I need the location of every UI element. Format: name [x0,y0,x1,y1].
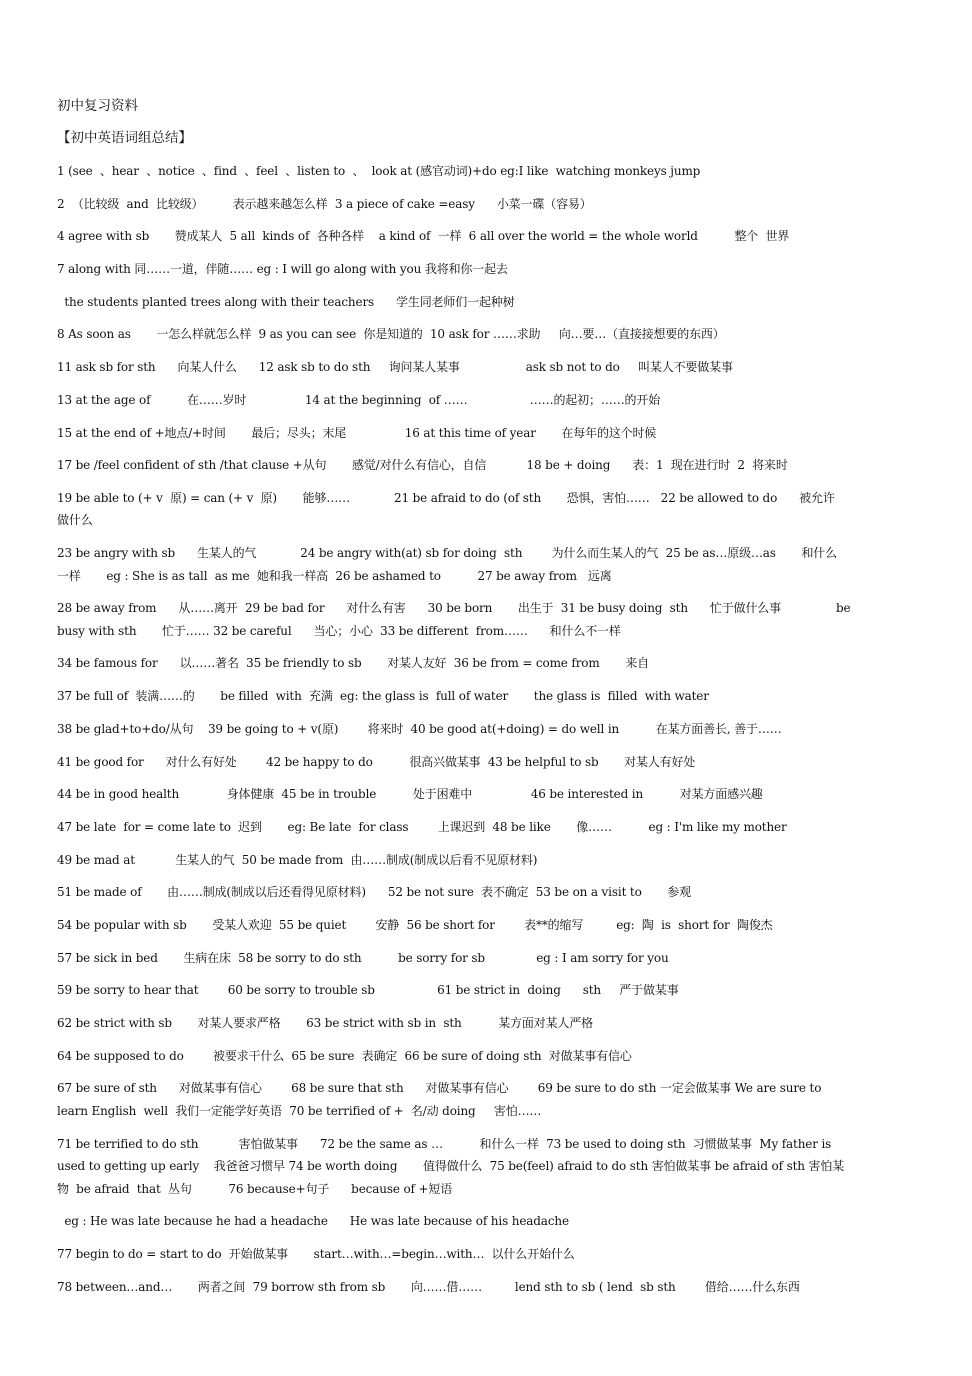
phrase-line: 1 (see 、hear 、notice 、find 、feel 、listen to 、 look at (感官动词)+do eg:I like watching monkeys jump [57,164,701,178]
phrase-line: 7 along with 同……一道，伴随…… eg : I will go along with you 我将和你一起去 [57,262,508,277]
phrase-line: 2 （比较级 and 比较级） 表示越来越怎么样 3 a piece of cake =easy 小菜一碟（容易） [57,196,592,211]
phrase-line: eg : He was late because he had a headache He was late because of his headache [57,1214,569,1229]
phrase-line: 51 be made of 由……制成(制成以后还看得见原材料) 52 be not sure 表不确定 53 be on a visit to 参观 [57,885,692,900]
phrase-line: 38 be glad+to+do/从句 39 be going to + v(原) 将来时 40 be good at(+doing) = do well in 在某方面善长, 善于…… [57,721,782,736]
phrase-line: 62 be strict with sb 对某人要求严格 63 be strict with sb in sth 某方面对某人严格 [57,1016,594,1030]
phrase-line: 13 at the age of 在……岁时 14 at the beginning of …… ……的起初；……的开始 [57,392,661,407]
phrase-line: 78 between…and… 两者之间 79 borrow sth from sb 向……借…… lend sth to sb ( lend sb sth 借给……什么东西 [57,1279,800,1294]
phrase-line: 44 be in good health 身体健康 45 be in trouble 处于困难中 46 be interested in 对某方面感兴趣 [57,787,763,802]
phrase-line: 77 begin to do = start to do 开始做某事 start…with…=begin…with… 以什么开始什么 [57,1246,575,1261]
phrase-line: 47 be late for = come late to 迟到 eg: Be late for class 上课迟到 48 be like 像…… eg : I'm like my mother [57,819,787,834]
phrase-line: 11 ask sb for sth 向某人什么 12 ask sb to do sth 询问某人某事 ask sb not to do 叫某人不要做某事 [57,360,733,375]
document-page [57,96,857,1308]
phrase-line: 37 be full of 装满……的 be filled with 充满 eg: the glass is full of water the glass is filled with water [57,689,709,704]
phrase-line: 15 at the end of +地点/+时间 最后；尽头；末尾 16 at this time of year 在每年的这个时候 [57,425,657,440]
phrase-line: 41 be good for 对什么有好处 42 be happy to do 很高兴做某事 43 be helpful to sb 对某人有好处 [57,754,696,769]
phrase-line: 17 be /feel confident of sth /that clause +从句 感觉/对什么有信心，自信 18 be + doing 表：1 现在进行时 2 将来时 [57,458,788,473]
document-title: 初中复习资料 [57,98,138,114]
phrase-line: 4 agree with sb 赞成某人 5 all kinds of 各种各样 a kind of 一样 6 all over the world = the whole world 整个 世界 [57,229,790,244]
phrase-line: 34 be famous for 以……著名 35 be friendly to sb 对某人友好 36 be from = come from 来自 [57,656,649,671]
phrase-line: 59 be sorry to hear that 60 be sorry to trouble sb 61 be strict in doing sth 严于做某事 [57,983,679,998]
phrase-line: 49 be mad at 生某人的气 50 be made from 由……制成(制成以后看不见原材料) [57,852,538,867]
phrase-line: 67 be sure of sth 对做某事有信心 68 be sure that sth 对做某事有信心 69 be sure to do sth 一定会做某事 We are sure to learn English well 我们一定能学好英语 70 be terrified of + 名/动 doing 害怕…… [57,1081,822,1118]
phrase-line: 54 be popular with sb 受某人欢迎 55 be quiet 安静 56 be short for 表**的缩写 eg: 陶 is short for 陶俊杰 [57,917,773,932]
phrase-line: 71 be terrified to do sth 害怕做某事 72 be the same as … 和什么一样 73 be used to doing sth 习惯做某事 My father is used to getting up early 我爸爸习惯早 74 be worth doing 值得做什么 75 be(feel) afraid to do sth 害怕做某事 be afraid of sth 害怕某 物 be afraid that 丛句 76 because+句子 because of +短语 [57,1136,845,1196]
phrase-line: 64 be supposed to do 被要求干什么 65 be sure 表确定 66 be sure of doing sth 对做某事有信心 [57,1048,632,1063]
phrase-line: 8 As soon as 一怎么样就怎么样 9 as you can see 你是知道的 10 ask for ……求助 向…要…（直接接想要的东西） [57,327,725,342]
document-subtitle: 【初中英语词组总结】 [57,130,192,146]
phrase-line: 23 be angry with sb 生某人的气 24 be angry with(at) sb for doing sth 为什么而生某人的气 25 be as…原级…as 和什么 一样 eg : She is as tall as me 她和我一样高 26 be ashamed to 27 be away from 远离 [57,546,838,583]
phrase-line: 57 be sick in bed 生病在床 58 be sorry to do sth be sorry for sb eg : I am sorry for you [57,950,669,965]
phrase-line: the students planted trees along with their teachers 学生同老师们一起种树 [57,294,515,309]
phrase-list [57,160,857,1298]
phrase-line: 19 be able to (+ v 原) = can (+ v 原) 能够…… 21 be afraid to do (of sth 恐惧，害怕…… 22 be allowed to do 被允许 做什么 [57,490,835,528]
phrase-line: 28 be away from 从……离开 29 be bad for 对什么有害 30 be born 出生于 31 be busy doing sth 忙于做什么事 be busy with sth 忙于…… 32 be careful 当心；小心 33 be different from…… 和什么不一样 [57,601,851,638]
